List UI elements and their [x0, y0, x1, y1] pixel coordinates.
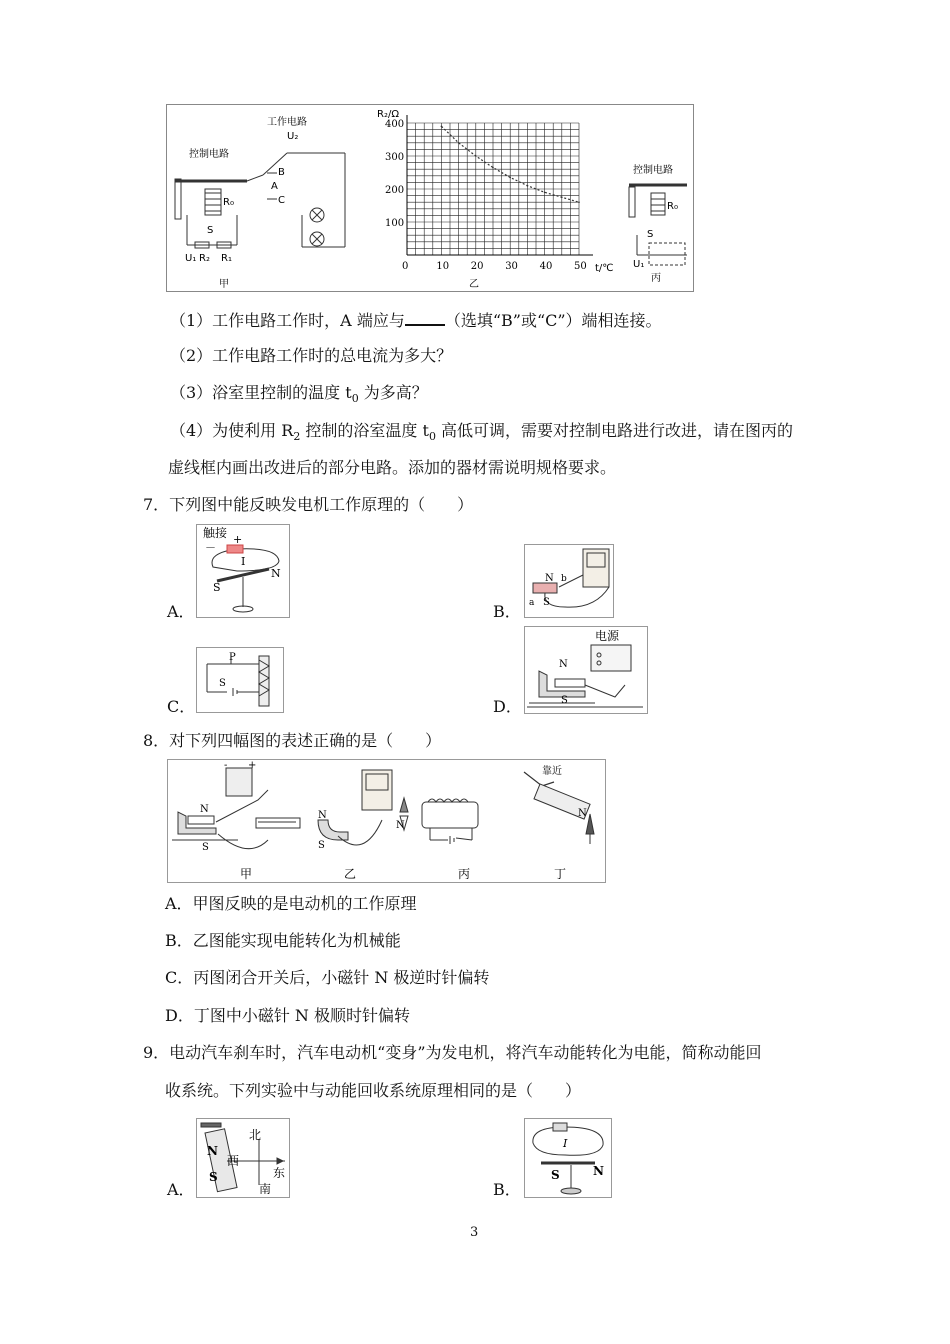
graph-ytick-label: 300 — [385, 152, 405, 163]
q9a-west: 西 — [227, 1154, 240, 1168]
graph-xtick-label: 50 — [574, 261, 587, 272]
graph-xtick-label: 20 — [470, 261, 484, 272]
label-r0-left: R₀ — [223, 197, 234, 208]
q7a-plus: + — [233, 533, 243, 546]
label-s-right: S — [647, 229, 654, 240]
q7b-a: a — [529, 598, 535, 608]
q7-figure-c — [196, 647, 284, 713]
label-r1-left: R₁ — [221, 253, 232, 264]
q9-figure-b — [524, 1118, 612, 1198]
q9-stem-line2: 收系统。下列实验中与动能回收系统原理相同的是（ ） — [165, 1081, 582, 1100]
q7b-n: N — [545, 573, 554, 584]
label-s-left: S — [207, 225, 214, 236]
q7-option-c-label[interactable]: C． — [167, 697, 196, 716]
q8-caption-ding: 丁 — [554, 867, 567, 881]
q8-jia-n: N — [200, 804, 209, 815]
q6-part1 — [170, 308, 662, 332]
q8-caption-jia: 甲 — [240, 867, 253, 881]
q8-ding-n: N — [578, 808, 587, 819]
q6-part3 — [170, 382, 428, 410]
q7b-b: b — [561, 574, 567, 584]
graph-ylabel: R₂/Ω — [377, 109, 399, 120]
q8-jia-s: S — [202, 842, 209, 853]
q8-option-c[interactable]: C．丙图闭合开关后，小磁针 N 极逆时针偏转 — [165, 968, 490, 987]
label-u1-left: U₁ — [185, 253, 197, 264]
graph-data-point — [509, 177, 511, 179]
q9-stem-line1: 9．电动汽车刹车时，汽车电动机“变身”为发电机，将汽车动能转化为电能，简称动能回 — [143, 1043, 762, 1062]
q6-part3-sub: 0 — [351, 392, 359, 406]
q7d-s: S — [561, 695, 568, 706]
q7d-power: 电源 — [595, 629, 620, 643]
q8-option-a[interactable]: A．甲图反映的是电动机的工作原理 — [165, 894, 417, 913]
label-control-circuit-left: 控制电路 — [189, 149, 229, 160]
q8-caption-bing: 丙 — [458, 867, 471, 881]
q6-part2: （2）工作电路工作时的总电流为多大？ — [170, 346, 453, 365]
label-a: A — [271, 181, 278, 192]
graph-ytick-label: 100 — [385, 218, 405, 229]
q8-stem: 8．对下列四幅图的表述正确的是（ ） — [143, 731, 442, 750]
label-work-circuit: 工作电路 — [267, 117, 307, 128]
graph-xlabel: t/℃ — [595, 263, 614, 274]
graph-data-point — [492, 167, 494, 169]
label-r0-right: R₀ — [667, 201, 678, 212]
q7-option-a-label[interactable]: A． — [167, 602, 195, 621]
q6-part4 — [170, 420, 793, 448]
q7a-s: S — [213, 581, 221, 594]
q7b-s: S — [543, 597, 550, 608]
q9a-east: 东 — [273, 1166, 286, 1180]
q9a-n: N — [207, 1144, 218, 1158]
graph-data-point — [527, 185, 529, 187]
caption-bing: 丙 — [651, 273, 661, 284]
q8-option-b[interactable]: B．乙图能实现电能转化为机械能 — [165, 931, 401, 950]
q6-part3-text-b: 为多高？ — [358, 383, 428, 402]
graph-data-point — [578, 201, 580, 203]
label-c: C — [278, 195, 285, 206]
q6-part4-text-b: 控制的浴室温度 t — [300, 421, 429, 440]
q7-figure-b — [524, 544, 614, 618]
q9b-i: I — [563, 1137, 568, 1150]
q7-figure-a — [196, 524, 290, 618]
graph-data-point — [441, 126, 443, 128]
q6-part4-sub2: 0 — [428, 430, 436, 444]
graph-xtick-label: 40 — [539, 261, 553, 272]
q6-part1-text-a: （1）工作电路工作时，A 端应与 — [170, 311, 405, 330]
q7c-s: S — [219, 678, 226, 689]
q9a-s: S — [209, 1170, 218, 1184]
graph-grid — [407, 115, 593, 255]
q9a-south: 南 — [259, 1182, 272, 1196]
q7-option-b-label[interactable]: B． — [493, 602, 521, 621]
q7c-p: P — [229, 652, 236, 663]
q9a-north: 北 — [249, 1128, 262, 1142]
q6-part1-blank[interactable] — [405, 308, 445, 326]
q6-part4-text-a: （4）为使利用 R — [170, 421, 294, 440]
label-u1-right: U₁ — [633, 259, 645, 270]
label-r2-left: R₂ — [199, 253, 210, 264]
q6-part4-text-c: 高低可调，需要对控制电路进行改进，请在图丙的 — [435, 421, 794, 440]
q9-option-b-label[interactable]: B． — [493, 1180, 521, 1199]
q8-yi-n: N — [318, 810, 327, 821]
q7-option-d-label[interactable]: D． — [493, 697, 522, 716]
q8-ding-near: 靠近 — [542, 766, 562, 777]
q8-jia-minus: - — [224, 760, 228, 771]
figure-circuit-graph-svg — [167, 105, 693, 291]
q7-stem: 7．下列图中能反映发电机工作原理的（ ） — [143, 495, 474, 514]
caption-yi: 乙 — [469, 279, 479, 290]
q6-part3-text-a: （3）浴室里控制的温度 t — [170, 383, 352, 402]
graph-data-point — [561, 196, 563, 198]
q7a-n: N — [271, 567, 281, 580]
q7a-touch: 触接 — [203, 526, 228, 540]
caption-jia: 甲 — [219, 279, 229, 290]
q6-part4-line2: 虚线框内画出改进后的部分电路。添加的器材需说明规格要求。 — [168, 458, 617, 477]
q6-part4-sub1: 2 — [293, 430, 301, 444]
graph-xtick-label: 0 — [402, 261, 409, 272]
graph-xtick-label: 10 — [436, 261, 450, 272]
figure-circuit-graph — [166, 104, 694, 292]
q7a-i: I — [241, 555, 246, 568]
q7a-minus: － — [205, 541, 216, 554]
q9-option-a-label[interactable]: A． — [167, 1180, 195, 1199]
q8-jia-plus: + — [248, 760, 257, 771]
q9b-n: N — [593, 1164, 604, 1178]
graph-data-point — [475, 155, 477, 157]
q9-figure-a — [196, 1118, 290, 1198]
label-b: B — [278, 167, 285, 178]
q8-bing-n: N — [396, 820, 405, 831]
label-control-circuit-right: 控制电路 — [633, 165, 673, 176]
label-u2: U₂ — [287, 131, 299, 142]
q8-figure — [167, 759, 606, 883]
q8-option-d[interactable]: D．丁图中小磁针 N 极顺时针偏转 — [165, 1006, 411, 1025]
graph-ytick-label: 400 — [385, 119, 405, 130]
graph-ytick-label: 200 — [385, 185, 405, 196]
graph-xtick-label: 30 — [505, 261, 518, 272]
q7-figure-d — [524, 626, 648, 714]
q8-yi-s: S — [318, 840, 325, 851]
q7d-n: N — [559, 659, 568, 670]
q6-part1-text-b: （选填“B”或“C”）端相连接。 — [444, 311, 662, 330]
page-number: 3 — [470, 1225, 479, 1240]
q9b-s: S — [551, 1168, 560, 1182]
graph-data-point — [544, 192, 546, 194]
graph-data-point — [458, 142, 460, 144]
q8-caption-yi: 乙 — [344, 867, 357, 881]
